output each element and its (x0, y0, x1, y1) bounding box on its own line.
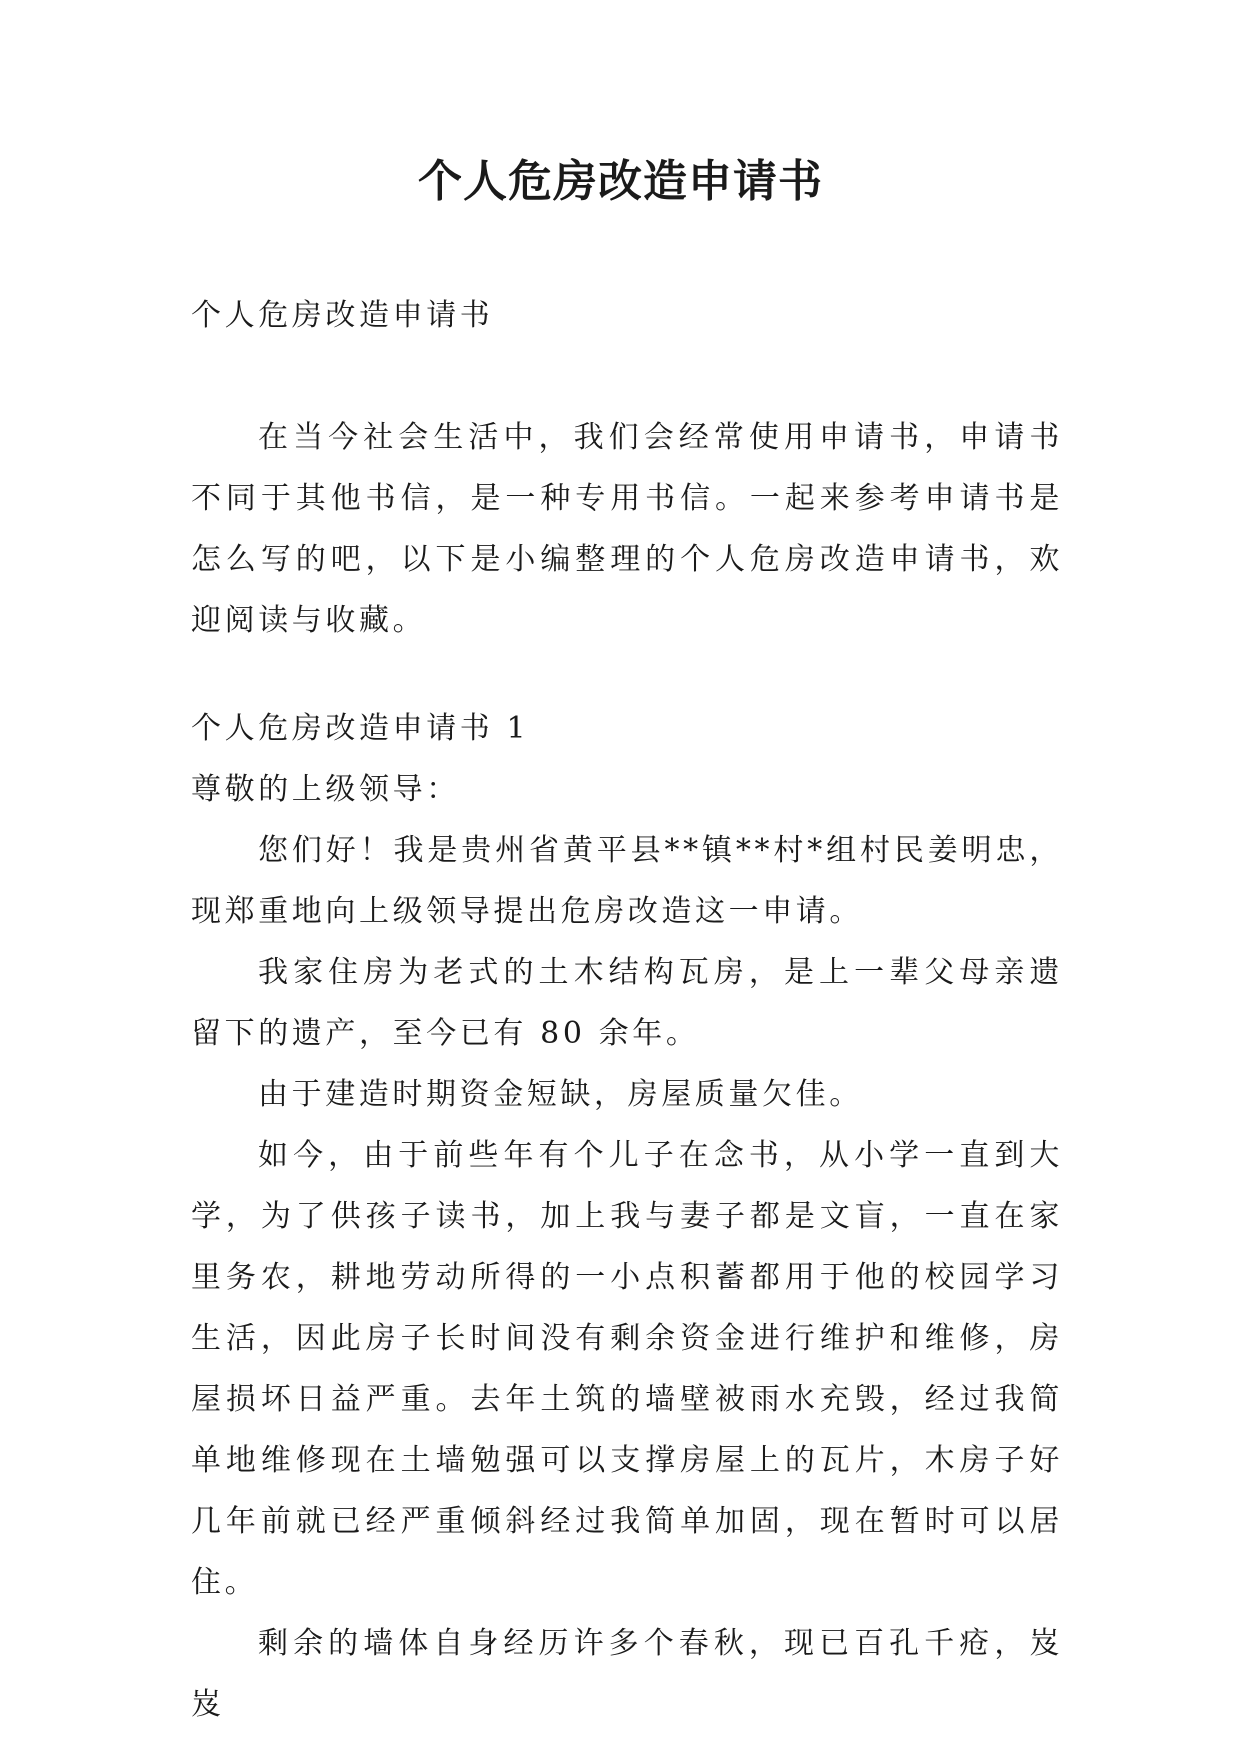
document-subtitle (191, 285, 1063, 346)
salutation: 尊敬的上级领导： (191, 772, 460, 807)
intro-section (191, 407, 1063, 651)
body-paragraph: 由于建造时期资金短缺，房屋质量欠佳。 (258, 1077, 863, 1112)
body-paragraph: 您们好！我是贵州省黄平县**镇**村*组村民姜明忠，现郑重地向上级领导提出危房改造这一申请。 (191, 833, 1063, 929)
body-paragraph: 我家住房为老式的土木结构瓦房，是上一辈父母亲遗留下的遗产，至今已有 80 余年。 (191, 955, 1063, 1051)
section-heading: 个人危房改造申请书 1 (191, 711, 530, 746)
section-1 (191, 698, 1063, 1735)
intro-paragraph: 在当今社会生活中，我们会经常使用申请书，申请书不同于其他书信，是一种专用书信。一起来参考申请书是怎么写的吧，以下是小编整理的个人危房改造申请书，欢迎阅读与收藏。 (191, 420, 1063, 638)
body-paragraph: 剩余的墙体自身经历许多个春秋，现已百孔千疮，岌岌 (191, 1626, 1063, 1722)
body-paragraph: 如今，由于前些年有个儿子在念书，从小学一直到大学，为了供孩子读书，加上我与妻子都是文盲，一直在家里务农，耕地劳动所得的一小点积蓄都用于他的校园学习生活，因此房子长时间没有剩余资金进行维护和维修，房屋损坏日益严重。去年土筑的墙壁被雨水充毁，经过我简单地维修现在土墙勉强可以支撑房屋上的瓦片，木房子好几年前就已经严重倾斜经过我简单加固，现在暂时可以居住。 (191, 1138, 1063, 1600)
subtitle-text: 个人危房改造申请书 (191, 298, 494, 333)
document-title: 个人危房改造申请书 (418, 156, 823, 207)
